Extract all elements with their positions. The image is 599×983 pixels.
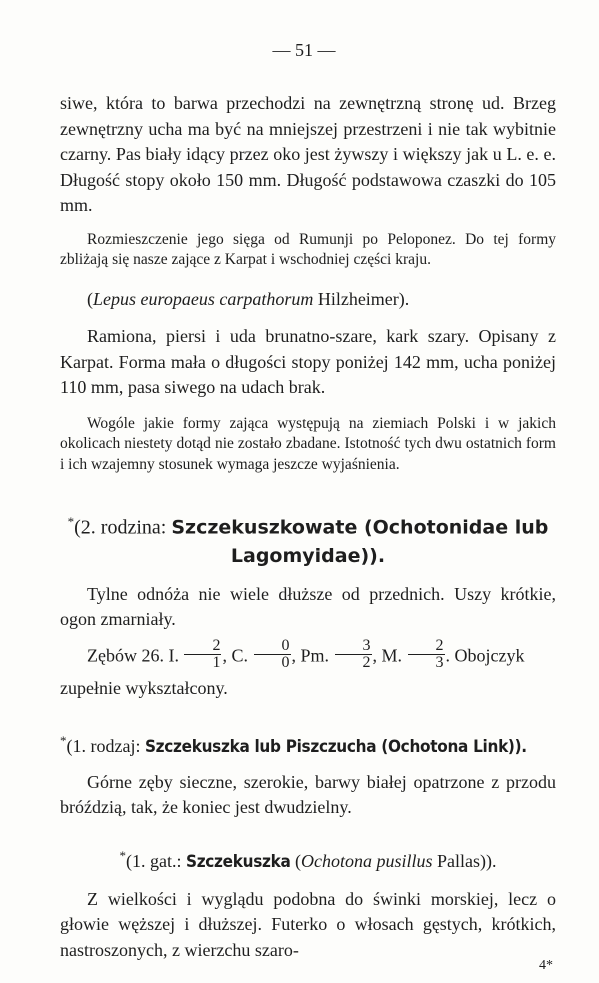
paragraph-family-traits: Tylne odnóża nie wiele dłuższe od przednich. Uszy krótkie, ogon zmarniały. [60,583,556,630]
page-number: — 51 — [272,40,336,60]
species-heading: *(1. gat.: Szczekuszka (Ochotona pusillus Pallas)). [119,847,497,872]
fraction-canines: $\frac{0}{0}$ [254,638,291,671]
paragraph-description-end: siwe, która to barwa przechodzi na zewnętrzną stronę ud. Brzeg zewnętrzny ucha ma być na mniejszej przestrzeni i nie tak wybitnie czarny. Pas biały idący przez oko jest żywszy i większy jak u L. e. e. Długość stopy około 150 mm. Długość podstawowa czaszki do 105 mm. [60,93,556,215]
fraction-incisors: $\frac{2}{1}$ [184,638,221,671]
printer-signature: 4* [539,958,553,973]
paragraph-species-description: Z wielkości i wyglądu podobna do świnki morskiej, lecz o głowie węższej i dłuższej. Futerko o włosach gęstych, krótkich, nastroszonych, z wierzchu szaro- [60,888,556,960]
paragraph-genus-traits: Górne zęby sieczne, szerokie, barwy białej opatrzone z przodu bróździą, tak, że koniec jest dwudzielny. [60,771,556,818]
latin-name: Ochotona pusillus [301,850,433,871]
latin-name: Lepus europaeus carpathorum [93,288,314,309]
paragraph-carpathian-form: Ramiona, piersi i uda brunatno-szare, kark szary. Opisany z Karpat. Forma mała o długości stopy poniżej 142 mm, ucha poniżej 110 mm, pasa siwego na udach brak. [60,326,556,397]
page-body [60,0,556,963]
paragraph-distribution: Rozmieszczenie jego sięga od Rumunji po Peloponez. Do tej formy zbliżają się nasze zające z Karpat i wschodniej części kraju. [60,230,556,268]
fraction-molars: $\frac{2}{3}$ [408,638,445,671]
fraction-premolars: $\frac{3}{2}$ [335,638,372,671]
paragraph-note: Wogóle jakie formy zająca występują na ziemiach Polski i w jakich okolicach niestety dotąd nie zostało zbadane. Istotność tych dwu ostatnich form i ich wzajemny stosunek wymaga jeszcze wyjaśnienia. [60,414,556,473]
family-heading: *(2. rodzina: Szczekuszkowate (Ochotonidae lub Lagomyidae)). [67,514,549,567]
dental-formula: Zębów 26. I. $\frac{2}{1}$ , C. $\frac{0}{0}$ , Pm. $\frac{3}{2}$ , M. $\frac{2}{3}$ . Obojczyk zupełnie wykształcony. [60,636,525,698]
subspecies-heading: (Lepus europaeus carpathorum Hilzheimer). [87,288,410,309]
genus-heading: *(1. rodzaj: Szczekuszka lub Piszczucha (Ochotona Link)). [60,732,527,757]
